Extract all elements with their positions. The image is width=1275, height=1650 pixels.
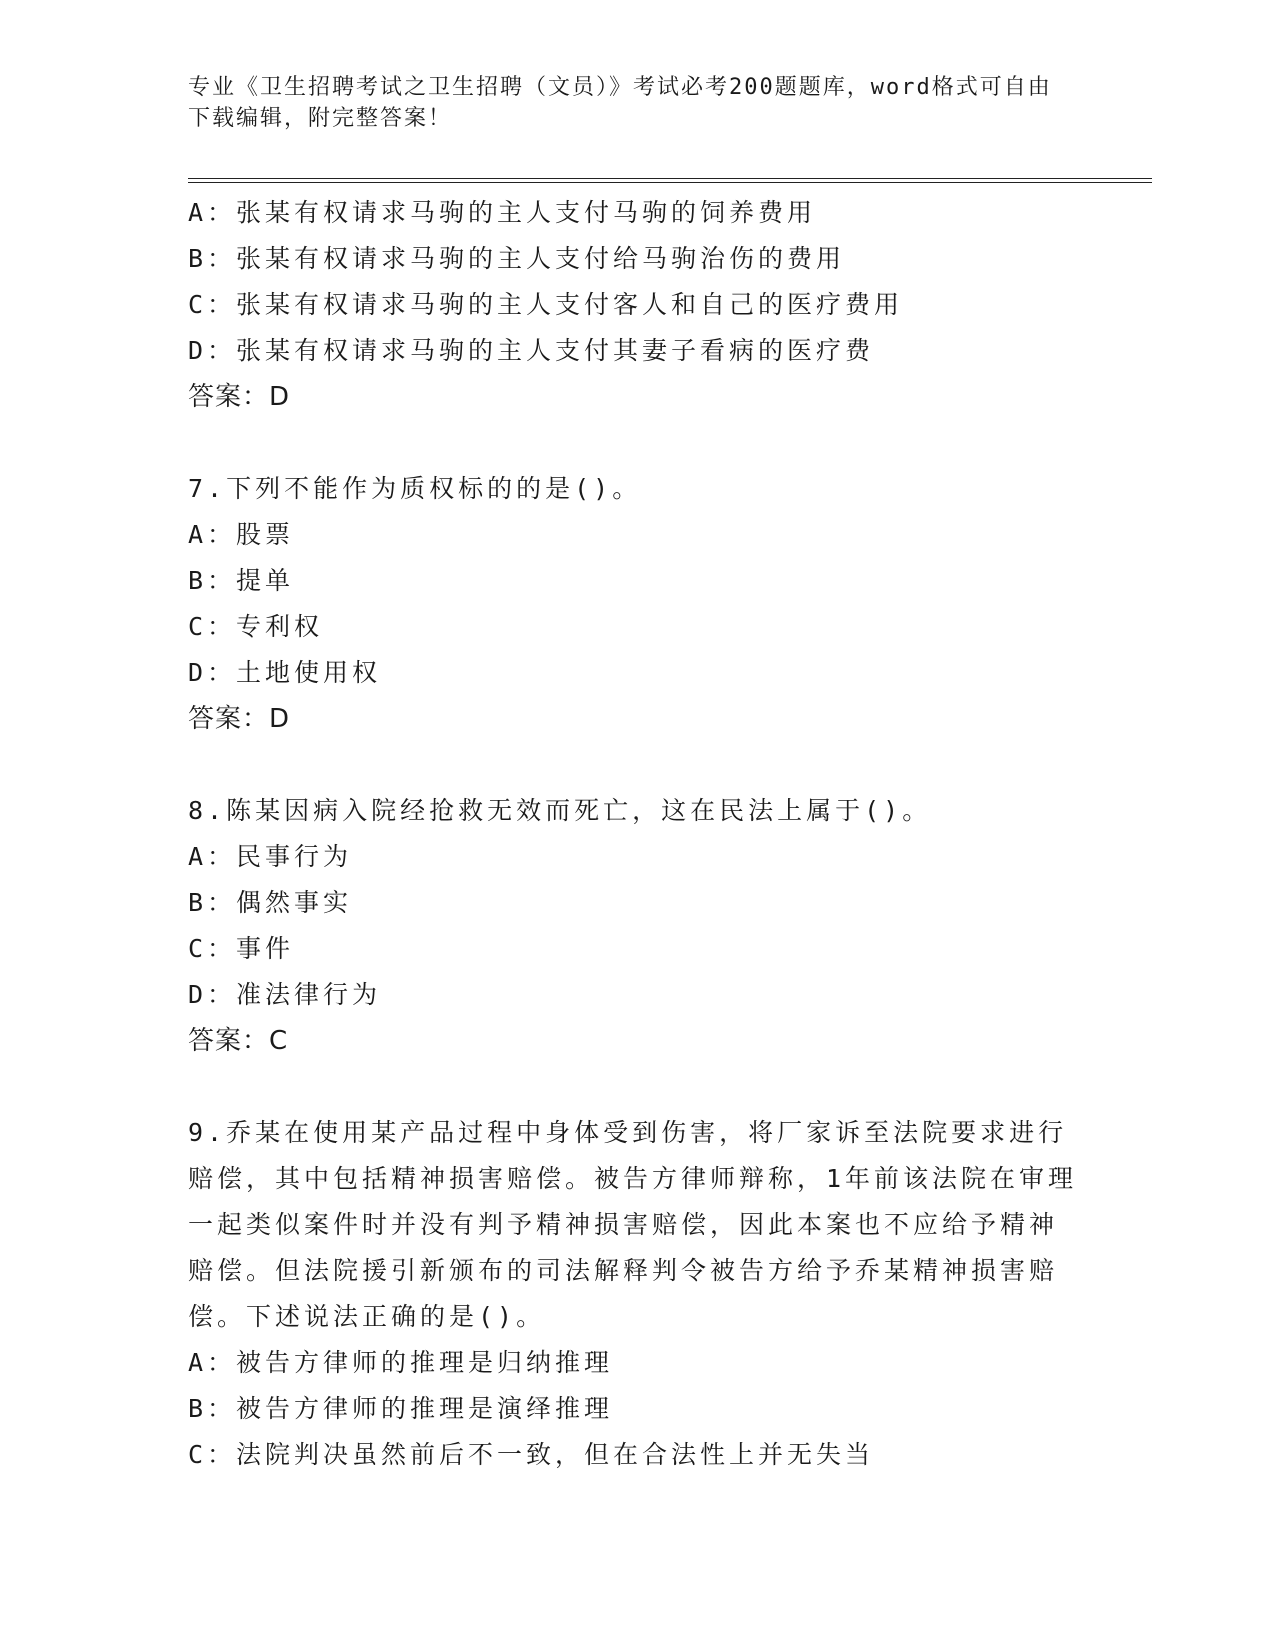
option-a: A：股票	[188, 520, 295, 549]
question-9	[188, 1110, 1088, 1478]
option-b: B：提单	[188, 566, 295, 595]
option-a: A：张某有权请求马驹的主人支付马驹的饲养费用	[188, 198, 817, 227]
question-8	[188, 788, 1088, 1064]
question-stem-line: 赔偿，其中包括精神损害赔偿。被告方律师辩称，1年前该法院在审理	[188, 1164, 1078, 1193]
option-c: C：事件	[188, 934, 295, 963]
option-c: C：专利权	[188, 612, 324, 641]
question-stem: 7.下列不能作为质权标的的是()。	[188, 474, 642, 503]
document-header: 专业《卫生招聘考试之卫生招聘（文员）》考试必考200题题库，word格式可自由下载编辑，附完整答案！	[188, 75, 1052, 131]
option-b: B：偶然事实	[188, 888, 353, 917]
question-7	[188, 466, 1088, 742]
option-d: D：准法律行为	[188, 980, 382, 1009]
option-b: B：被告方律师的推理是演绎推理	[188, 1394, 614, 1423]
header-divider	[188, 178, 1152, 183]
question-stem-line: 偿。下述说法正确的是()。	[188, 1302, 546, 1331]
question-list	[188, 190, 1088, 1478]
option-b: B：张某有权请求马驹的主人支付给马驹治伤的费用	[188, 244, 846, 273]
option-a: A：民事行为	[188, 842, 353, 871]
option-d: D：土地使用权	[188, 658, 382, 687]
answer: 答案：C	[188, 1026, 289, 1056]
option-d: D：张某有权请求马驹的主人支付其妻子看病的医疗费	[188, 336, 875, 365]
question-stem-line: 一起类似案件时并没有判予精神损害赔偿，因此本案也不应给予精神	[188, 1210, 1059, 1239]
option-a: A：被告方律师的推理是归纳推理	[188, 1348, 614, 1377]
question-stem-line: 9.乔某在使用某产品过程中身体受到伤害，将厂家诉至法院要求进行	[188, 1118, 1068, 1147]
answer: 答案：D	[188, 382, 291, 412]
option-c: C：法院判决虽然前后不一致，但在合法性上并无失当	[188, 1440, 875, 1469]
question-6	[188, 190, 1088, 420]
question-stem-line: 赔偿。但法院援引新颁布的司法解释判令被告方给予乔某精神损害赔	[188, 1256, 1059, 1285]
question-stem: 8.陈某因病入院经抢救无效而死亡，这在民法上属于()。	[188, 796, 932, 825]
option-c: C：张某有权请求马驹的主人支付客人和自己的医疗费用	[188, 290, 904, 319]
answer: 答案：D	[188, 704, 291, 734]
